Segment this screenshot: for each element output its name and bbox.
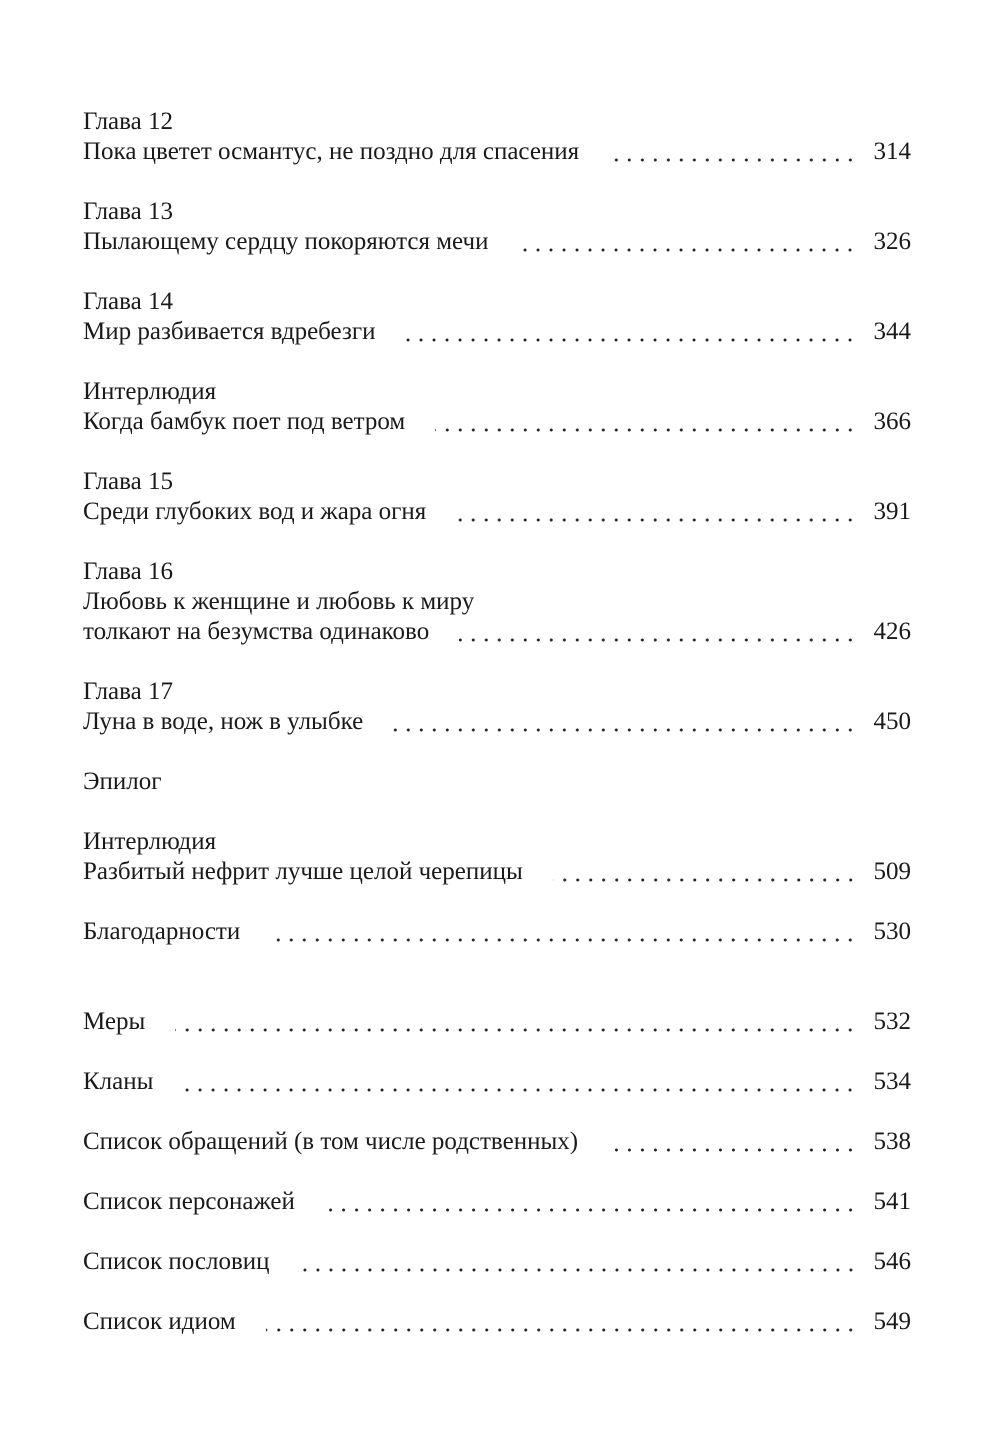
dot-leader	[325, 1208, 857, 1212]
toc-entry-title: Среди глубоких вод и жара огня	[83, 498, 427, 525]
toc-entry[interactable]	[83, 287, 911, 347]
page-number: 344	[873, 318, 911, 345]
page-number: 391	[873, 498, 911, 525]
toc-entry-title: Благодарности	[83, 918, 241, 945]
toc-entry-title: Список идиом	[83, 1308, 236, 1335]
dot-leader	[175, 1028, 857, 1032]
toc-entry-title: Кланы	[83, 1068, 154, 1095]
toc-entry-label: Глава 15	[83, 468, 173, 495]
toc-entry-title: Меры	[83, 1008, 146, 1035]
toc-entry[interactable]	[83, 767, 911, 797]
page-number: 366	[873, 408, 911, 435]
toc-entry-label: Интерлюдия	[83, 378, 217, 405]
toc-entry-title: Пока цветет османтус, не поздно для спасения	[83, 138, 580, 165]
toc-entry[interactable]	[83, 557, 911, 647]
page-number: 541	[873, 1188, 911, 1215]
toc-entry-title: Список пословиц	[83, 1248, 270, 1275]
dot-leader	[266, 1328, 857, 1332]
page-number: 314	[873, 138, 911, 165]
page-number: 538	[873, 1128, 911, 1155]
toc-entry[interactable]	[83, 1127, 911, 1157]
toc-entry[interactable]	[83, 677, 911, 737]
dot-leader	[609, 158, 857, 162]
toc-entry-title: толкают на безумства одинаково	[83, 618, 430, 645]
toc-entry-title: Список обращений (в том числе родственных)	[83, 1128, 579, 1155]
page-number: 546	[873, 1248, 911, 1275]
page-number: 549	[873, 1308, 911, 1335]
table-of-contents	[83, 107, 911, 1367]
toc-entry-label: Глава 12	[83, 108, 173, 135]
toc-entry[interactable]	[83, 917, 911, 947]
page-number: 326	[873, 228, 911, 255]
toc-entry-title: Разбитый нефрит лучше целой черепицы	[83, 858, 523, 885]
page-number: 530	[873, 918, 911, 945]
toc-entry[interactable]	[83, 1067, 911, 1097]
toc-entry[interactable]	[83, 1307, 911, 1337]
toc-entry-label: Глава 14	[83, 288, 173, 315]
page-number: 534	[873, 1068, 911, 1095]
toc-entry-title: Список персонажей	[83, 1188, 295, 1215]
dot-leader	[183, 1088, 857, 1092]
toc-entry[interactable]	[83, 827, 911, 887]
page-number: 426	[873, 618, 911, 645]
toc-entry[interactable]	[83, 1007, 911, 1037]
dot-leader	[393, 728, 857, 732]
dot-leader	[300, 1268, 857, 1272]
dot-leader	[270, 938, 857, 942]
toc-entry-label: Интерлюдия	[83, 828, 217, 855]
toc-entry[interactable]	[83, 197, 911, 257]
dot-leader	[608, 1148, 857, 1152]
toc-entry-title: Когда бамбук поет под ветром	[83, 408, 406, 435]
page-number: 532	[873, 1008, 911, 1035]
toc-entry-title: Пылающему сердцу покоряются мечи	[83, 228, 489, 255]
dot-leader	[435, 428, 857, 432]
toc-entry[interactable]	[83, 1187, 911, 1217]
toc-entry-title: Луна в воде, нож в улыбке	[83, 708, 364, 735]
page-number: 509	[873, 858, 911, 885]
dot-leader	[553, 878, 857, 882]
dot-leader	[405, 338, 857, 342]
toc-entry[interactable]	[83, 377, 911, 437]
toc-entry[interactable]	[83, 467, 911, 527]
dot-leader	[518, 248, 857, 252]
toc-entry-title: Любовь к женщине и любовь к миру	[83, 588, 475, 615]
toc-entry-label: Эпилог	[83, 768, 162, 795]
page-number: 450	[873, 708, 911, 735]
toc-entry[interactable]	[83, 1247, 911, 1277]
dot-leader	[459, 638, 857, 642]
toc-entry-label: Глава 17	[83, 678, 173, 705]
toc-entry-label: Глава 16	[83, 558, 173, 585]
toc-entry-label: Глава 13	[83, 198, 173, 225]
toc-entry[interactable]	[83, 107, 911, 167]
toc-entry-title: Мир разбивается вдребезги	[83, 318, 376, 345]
dot-leader	[456, 518, 857, 522]
